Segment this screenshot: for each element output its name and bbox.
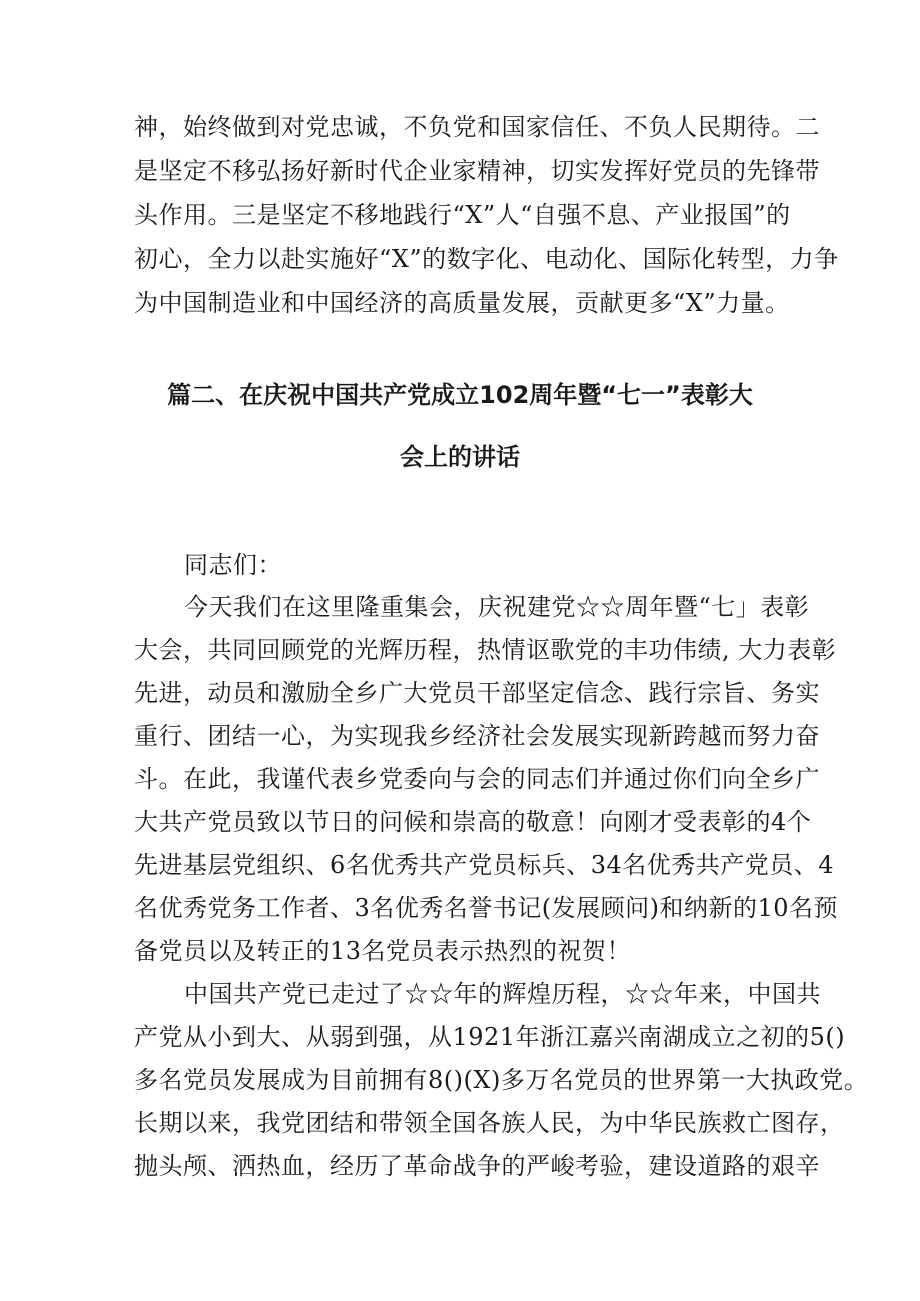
paragraph-line: 中国共产党已走过了☆☆年的辉煌历程，☆☆年来，中国共 [184, 980, 821, 1008]
paragraph-line: 今天我们在这里隆重集会，庆祝建党☆☆周年暨“七」表彰 [184, 593, 810, 621]
intro-line: 为中国制造业和中国经济的高质量发展，贡献更多“X”力量。 [134, 289, 790, 317]
paragraph-line: 产党从小到大、从弱到强，从1921年浙江嘉兴南湖成立之初的5() [134, 1023, 846, 1051]
intro-line: 神，始终做到对党忠诚，不负党和国家信任、不负人民期待。二 [134, 113, 820, 141]
paragraph-line: 长期以来，我党团结和带领全国各族人民，为中华民族救亡图存， [134, 1109, 845, 1137]
paragraph-line: 先进，动员和激励全乡广大党员干部坚定信念、践行宗旨、务实 [134, 679, 820, 707]
paragraph-line: 先进基层党组织、6名优秀共产党员标兵、34名优秀共产党员、4 [134, 851, 835, 879]
section-title-line-2: 会上的讲话 [400, 443, 520, 471]
salutation: 同志们： [184, 551, 282, 579]
intro-line: 头作用。三是坚定不移地践行“X”人“自强不息、产业报国”的 [134, 201, 791, 229]
paragraph-line: 备党员以及转正的13名党员表示热烈的祝贺！ [134, 937, 632, 965]
section-title-line-1: 篇二、在庆祝中国共产党成立102周年暨“七一”表彰大 [167, 381, 753, 409]
paragraph-line: 名优秀党务工作者、3名优秀名誉书记(发展顾问)和纳新的10名预 [134, 894, 839, 922]
paragraph-line: 斗。在此，我谨代表乡党委向与会的同志们并通过你们向全乡广 [134, 765, 820, 793]
paragraph-line: 大会，共同回顾党的光辉历程，热情讴歌党的丰功伟绩, 大力表彰 [134, 636, 837, 664]
paragraph-line: 重行、团结一心，为实现我乡经济社会发展实现新跨越而努力奋 [134, 722, 820, 750]
intro-line: 是坚定不移弘扬好新时代企业家精神，切实发挥好党员的先锋带 [134, 157, 820, 185]
paragraph-line: 大共产党员致以节日的问候和崇高的敬意！向刚才受表彰的4个 [134, 808, 812, 836]
intro-line: 初心，全力以赴实施好“X”的数字化、电动化、国际化转型，力争 [134, 245, 839, 273]
paragraph-line: 抛头颅、洒热血，经历了革命战争的严峻考验，建设道路的艰辛 [134, 1152, 820, 1180]
paragraph-line: 多名党员发展成为目前拥有8()(X)多万名党员的世界第一大执政党。 [134, 1066, 869, 1094]
